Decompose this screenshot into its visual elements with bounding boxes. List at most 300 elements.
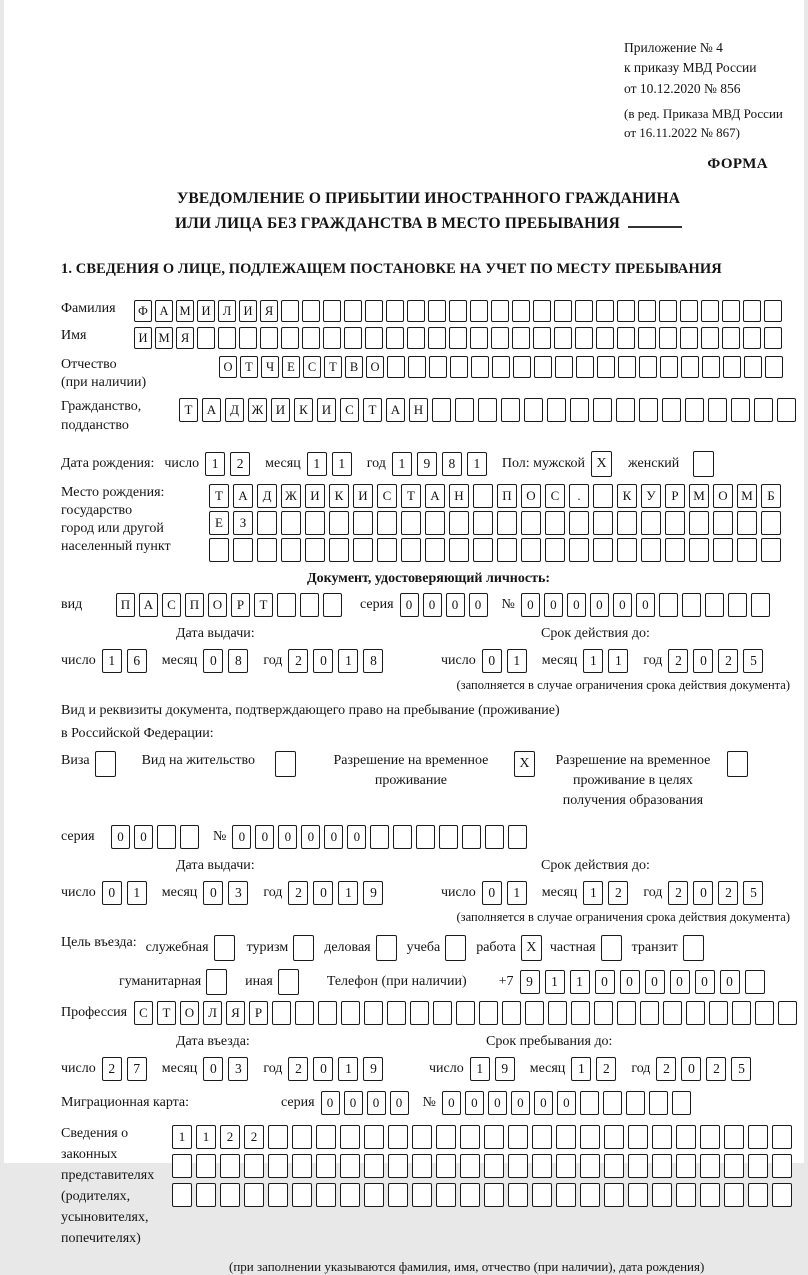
form-cell[interactable]: 0 <box>321 1091 340 1115</box>
form-cell[interactable]: О <box>208 593 227 617</box>
form-cell[interactable] <box>508 825 527 849</box>
form-cell[interactable]: 0 <box>203 649 223 673</box>
form-cell[interactable] <box>364 1154 384 1178</box>
form-cell[interactable] <box>365 327 383 349</box>
form-cell[interactable] <box>470 300 488 322</box>
form-cell[interactable]: Ж <box>281 484 301 508</box>
form-cell[interactable]: И <box>271 398 290 422</box>
form-cell[interactable] <box>593 511 613 535</box>
form-cell[interactable]: 1 <box>338 1057 358 1081</box>
form-cell[interactable]: П <box>497 484 517 508</box>
form-cell[interactable] <box>665 511 685 535</box>
form-cell[interactable]: 0 <box>590 593 609 617</box>
form-cell[interactable]: Т <box>157 1001 176 1025</box>
form-cell[interactable]: 3 <box>228 881 248 905</box>
form-cell[interactable] <box>722 327 740 349</box>
form-cell[interactable]: 0 <box>511 1091 530 1115</box>
form-cell[interactable]: О <box>713 484 733 508</box>
form-cell[interactable] <box>672 1091 691 1115</box>
form-cell[interactable] <box>676 1183 696 1207</box>
form-cell[interactable]: 0 <box>442 1091 461 1115</box>
form-cell[interactable] <box>300 593 319 617</box>
form-cell[interactable] <box>731 398 750 422</box>
form-cell[interactable]: А <box>233 484 253 508</box>
form-cell[interactable] <box>244 1154 264 1178</box>
form-cell[interactable] <box>569 511 589 535</box>
form-cell[interactable] <box>761 538 781 562</box>
form-cell[interactable] <box>295 1001 314 1025</box>
form-cell[interactable] <box>365 300 383 322</box>
form-cell[interactable]: 3 <box>228 1057 248 1081</box>
form-cell[interactable] <box>556 1183 576 1207</box>
form-cell[interactable]: 2 <box>718 649 738 673</box>
form-cell[interactable] <box>364 1125 384 1149</box>
form-cell[interactable]: У <box>641 484 661 508</box>
form-cell[interactable] <box>732 1001 751 1025</box>
form-cell[interactable]: X <box>521 935 542 961</box>
form-cell[interactable]: Е <box>282 356 300 378</box>
form-cell[interactable] <box>436 1154 456 1178</box>
form-cell[interactable]: Л <box>218 300 236 322</box>
form-cell[interactable] <box>492 356 510 378</box>
form-cell[interactable] <box>593 398 612 422</box>
form-cell[interactable] <box>604 1183 624 1207</box>
form-cell[interactable]: 1 <box>608 649 628 673</box>
form-cell[interactable] <box>545 511 565 535</box>
form-cell[interactable] <box>281 538 301 562</box>
form-cell[interactable] <box>737 511 757 535</box>
form-cell[interactable]: Т <box>324 356 342 378</box>
form-cell[interactable]: 8 <box>228 649 248 673</box>
form-cell[interactable] <box>436 1125 456 1149</box>
form-cell[interactable] <box>772 1125 792 1149</box>
form-cell[interactable] <box>626 1091 645 1115</box>
form-cell[interactable] <box>455 398 474 422</box>
form-cell[interactable] <box>196 1154 216 1178</box>
form-cell[interactable] <box>456 1001 475 1025</box>
form-cell[interactable] <box>484 1154 504 1178</box>
form-cell[interactable]: 5 <box>743 649 763 673</box>
form-cell[interactable] <box>353 538 373 562</box>
form-cell[interactable]: 9 <box>417 452 437 476</box>
form-cell[interactable] <box>316 1125 336 1149</box>
form-cell[interactable] <box>593 484 613 508</box>
form-cell[interactable]: 2 <box>220 1125 240 1149</box>
form-cell[interactable]: 2 <box>656 1057 676 1081</box>
form-cell[interactable] <box>628 1125 648 1149</box>
form-cell[interactable] <box>693 451 714 477</box>
form-cell[interactable] <box>316 1183 336 1207</box>
form-cell[interactable]: 0 <box>301 825 320 849</box>
form-cell[interactable] <box>364 1001 383 1025</box>
form-cell[interactable] <box>533 300 551 322</box>
form-cell[interactable]: И <box>305 484 325 508</box>
form-cell[interactable]: С <box>377 484 397 508</box>
form-cell[interactable]: 0 <box>693 649 713 673</box>
form-cell[interactable] <box>95 751 116 777</box>
form-cell[interactable] <box>292 1183 312 1207</box>
form-cell[interactable] <box>686 1001 705 1025</box>
form-cell[interactable] <box>491 327 509 349</box>
form-cell[interactable] <box>502 1001 521 1025</box>
form-cell[interactable]: 8 <box>442 452 462 476</box>
form-cell[interactable] <box>521 511 541 535</box>
form-cell[interactable]: М <box>176 300 194 322</box>
form-cell[interactable] <box>532 1183 552 1207</box>
form-cell[interactable] <box>702 356 720 378</box>
form-cell[interactable] <box>665 538 685 562</box>
form-cell[interactable]: 0 <box>347 825 366 849</box>
form-cell[interactable]: X <box>514 751 535 777</box>
form-cell[interactable] <box>680 300 698 322</box>
form-cell[interactable]: О <box>366 356 384 378</box>
form-cell[interactable] <box>663 1001 682 1025</box>
form-cell[interactable] <box>604 1154 624 1178</box>
form-cell[interactable] <box>547 398 566 422</box>
form-cell[interactable] <box>268 1154 288 1178</box>
form-cell[interactable] <box>323 300 341 322</box>
form-cell[interactable]: М <box>689 484 709 508</box>
form-cell[interactable]: 0 <box>313 649 333 673</box>
form-cell[interactable] <box>754 398 773 422</box>
form-cell[interactable]: Н <box>409 398 428 422</box>
form-cell[interactable] <box>260 327 278 349</box>
form-cell[interactable] <box>709 1001 728 1025</box>
form-cell[interactable] <box>220 1154 240 1178</box>
form-cell[interactable]: 0 <box>595 970 615 994</box>
form-cell[interactable] <box>412 1125 432 1149</box>
form-cell[interactable]: 1 <box>392 452 412 476</box>
form-cell[interactable] <box>521 538 541 562</box>
form-cell[interactable] <box>218 327 236 349</box>
form-cell[interactable]: М <box>737 484 757 508</box>
form-cell[interactable] <box>640 1001 659 1025</box>
form-cell[interactable] <box>617 511 637 535</box>
form-cell[interactable] <box>377 511 397 535</box>
form-cell[interactable]: 0 <box>488 1091 507 1115</box>
form-cell[interactable] <box>386 300 404 322</box>
form-cell[interactable]: А <box>139 593 158 617</box>
form-cell[interactable] <box>575 327 593 349</box>
form-cell[interactable] <box>449 327 467 349</box>
form-cell[interactable] <box>281 327 299 349</box>
form-cell[interactable]: А <box>155 300 173 322</box>
form-cell[interactable] <box>196 1183 216 1207</box>
form-cell[interactable]: 0 <box>423 593 442 617</box>
form-cell[interactable] <box>340 1154 360 1178</box>
form-cell[interactable] <box>364 1183 384 1207</box>
form-cell[interactable] <box>460 1125 480 1149</box>
form-cell[interactable] <box>428 300 446 322</box>
form-cell[interactable]: Я <box>176 327 194 349</box>
form-cell[interactable] <box>268 1183 288 1207</box>
form-cell[interactable]: Ч <box>261 356 279 378</box>
form-cell[interactable] <box>676 1125 696 1149</box>
form-cell[interactable] <box>652 1183 672 1207</box>
form-cell[interactable]: 1 <box>545 970 565 994</box>
form-cell[interactable] <box>513 356 531 378</box>
form-cell[interactable] <box>524 398 543 422</box>
form-cell[interactable] <box>701 300 719 322</box>
form-cell[interactable] <box>233 538 253 562</box>
form-cell[interactable]: 0 <box>567 593 586 617</box>
form-cell[interactable] <box>772 1154 792 1178</box>
form-cell[interactable]: 9 <box>520 970 540 994</box>
form-cell[interactable] <box>662 398 681 422</box>
form-cell[interactable]: Я <box>260 300 278 322</box>
form-cell[interactable]: 5 <box>731 1057 751 1081</box>
form-cell[interactable] <box>393 825 412 849</box>
form-cell[interactable] <box>545 538 565 562</box>
form-cell[interactable] <box>388 1183 408 1207</box>
form-cell[interactable]: 2 <box>706 1057 726 1081</box>
form-cell[interactable] <box>649 1091 668 1115</box>
form-cell[interactable] <box>761 511 781 535</box>
form-cell[interactable] <box>556 1154 576 1178</box>
form-cell[interactable]: 1 <box>583 881 603 905</box>
form-cell[interactable] <box>428 327 446 349</box>
form-cell[interactable] <box>737 538 757 562</box>
form-cell[interactable]: К <box>617 484 637 508</box>
form-cell[interactable]: 1 <box>470 1057 490 1081</box>
form-cell[interactable] <box>401 511 421 535</box>
form-cell[interactable] <box>617 300 635 322</box>
form-cell[interactable]: П <box>185 593 204 617</box>
form-cell[interactable]: 1 <box>507 649 527 673</box>
form-cell[interactable]: 0 <box>720 970 740 994</box>
form-cell[interactable]: 1 <box>307 452 327 476</box>
form-cell[interactable]: Д <box>225 398 244 422</box>
form-cell[interactable]: 0 <box>469 593 488 617</box>
form-cell[interactable] <box>425 511 445 535</box>
form-cell[interactable] <box>429 356 447 378</box>
form-cell[interactable]: Б <box>761 484 781 508</box>
form-cell[interactable] <box>239 327 257 349</box>
form-cell[interactable] <box>533 327 551 349</box>
form-cell[interactable] <box>220 1183 240 1207</box>
form-cell[interactable] <box>532 1154 552 1178</box>
form-cell[interactable]: 0 <box>203 1057 223 1081</box>
form-cell[interactable]: 0 <box>620 970 640 994</box>
form-cell[interactable] <box>281 300 299 322</box>
form-cell[interactable] <box>575 300 593 322</box>
form-cell[interactable]: И <box>134 327 152 349</box>
form-cell[interactable]: А <box>202 398 221 422</box>
form-cell[interactable] <box>748 1125 768 1149</box>
form-cell[interactable] <box>778 1001 797 1025</box>
form-cell[interactable]: Я <box>226 1001 245 1025</box>
form-cell[interactable] <box>376 935 397 961</box>
form-cell[interactable] <box>555 356 573 378</box>
form-cell[interactable]: 6 <box>127 649 147 673</box>
form-cell[interactable]: 0 <box>324 825 343 849</box>
form-cell[interactable]: 5 <box>743 881 763 905</box>
form-cell[interactable]: 1 <box>338 649 358 673</box>
form-cell[interactable]: 9 <box>495 1057 515 1081</box>
form-cell[interactable] <box>532 1125 552 1149</box>
form-cell[interactable] <box>680 327 698 349</box>
form-cell[interactable] <box>340 1183 360 1207</box>
form-cell[interactable]: 0 <box>102 881 122 905</box>
form-cell[interactable]: Р <box>231 593 250 617</box>
form-cell[interactable] <box>292 1154 312 1178</box>
form-cell[interactable] <box>525 1001 544 1025</box>
form-cell[interactable] <box>197 327 215 349</box>
form-cell[interactable] <box>685 398 704 422</box>
form-cell[interactable]: И <box>197 300 215 322</box>
form-cell[interactable]: 0 <box>521 593 540 617</box>
form-cell[interactable] <box>641 511 661 535</box>
form-cell[interactable]: 1 <box>332 452 352 476</box>
form-cell[interactable] <box>743 300 761 322</box>
form-cell[interactable]: 0 <box>400 593 419 617</box>
form-cell[interactable]: 1 <box>570 970 590 994</box>
form-cell[interactable]: 7 <box>127 1057 147 1081</box>
form-cell[interactable]: Л <box>203 1001 222 1025</box>
form-cell[interactable] <box>172 1183 192 1207</box>
form-cell[interactable] <box>676 1154 696 1178</box>
form-cell[interactable] <box>689 538 709 562</box>
form-cell[interactable]: 1 <box>467 452 487 476</box>
form-cell[interactable] <box>329 511 349 535</box>
form-cell[interactable] <box>638 300 656 322</box>
form-cell[interactable] <box>570 398 589 422</box>
form-cell[interactable] <box>412 1183 432 1207</box>
form-cell[interactable] <box>713 511 733 535</box>
form-cell[interactable]: Ф <box>134 300 152 322</box>
form-cell[interactable] <box>318 1001 337 1025</box>
form-cell[interactable]: 1 <box>172 1125 192 1149</box>
form-cell[interactable] <box>473 484 493 508</box>
form-cell[interactable]: О <box>180 1001 199 1025</box>
form-cell[interactable] <box>618 356 636 378</box>
form-cell[interactable]: 0 <box>693 881 713 905</box>
form-cell[interactable] <box>497 538 517 562</box>
form-cell[interactable] <box>580 1154 600 1178</box>
form-cell[interactable]: 2 <box>608 881 628 905</box>
form-cell[interactable] <box>386 327 404 349</box>
form-cell[interactable] <box>617 327 635 349</box>
form-cell[interactable] <box>508 1154 528 1178</box>
form-cell[interactable] <box>508 1125 528 1149</box>
form-cell[interactable] <box>556 1125 576 1149</box>
form-cell[interactable]: 0 <box>557 1091 576 1115</box>
form-cell[interactable]: 2 <box>288 1057 308 1081</box>
form-cell[interactable]: М <box>155 327 173 349</box>
form-cell[interactable]: 2 <box>230 452 250 476</box>
form-cell[interactable] <box>209 538 229 562</box>
form-cell[interactable]: 0 <box>534 1091 553 1115</box>
form-cell[interactable]: Р <box>249 1001 268 1025</box>
form-cell[interactable] <box>460 1183 480 1207</box>
form-cell[interactable] <box>508 1183 528 1207</box>
form-cell[interactable] <box>281 511 301 535</box>
form-cell[interactable] <box>172 1154 192 1178</box>
form-cell[interactable] <box>292 1125 312 1149</box>
form-cell[interactable] <box>433 1001 452 1025</box>
form-cell[interactable] <box>639 398 658 422</box>
form-cell[interactable] <box>652 1154 672 1178</box>
form-cell[interactable] <box>554 300 572 322</box>
form-cell[interactable] <box>764 327 782 349</box>
form-cell[interactable]: Т <box>209 484 229 508</box>
form-cell[interactable] <box>305 511 325 535</box>
form-cell[interactable] <box>180 825 199 849</box>
form-cell[interactable] <box>745 970 765 994</box>
form-cell[interactable] <box>641 538 661 562</box>
form-cell[interactable] <box>681 356 699 378</box>
form-cell[interactable] <box>722 300 740 322</box>
form-cell[interactable] <box>323 593 342 617</box>
form-cell[interactable] <box>596 327 614 349</box>
form-cell[interactable] <box>689 511 709 535</box>
form-cell[interactable]: К <box>294 398 313 422</box>
form-cell[interactable] <box>705 593 724 617</box>
form-cell[interactable] <box>484 1183 504 1207</box>
form-cell[interactable] <box>268 1125 288 1149</box>
form-cell[interactable] <box>659 300 677 322</box>
form-cell[interactable]: Н <box>449 484 469 508</box>
form-cell[interactable] <box>377 538 397 562</box>
form-cell[interactable] <box>724 1183 744 1207</box>
form-cell[interactable] <box>660 356 678 378</box>
form-cell[interactable]: 2 <box>718 881 738 905</box>
form-cell[interactable] <box>724 1125 744 1149</box>
form-cell[interactable] <box>277 593 296 617</box>
form-cell[interactable]: С <box>162 593 181 617</box>
form-cell[interactable] <box>449 300 467 322</box>
form-cell[interactable] <box>723 356 741 378</box>
form-cell[interactable]: 0 <box>390 1091 409 1115</box>
form-cell[interactable] <box>157 825 176 849</box>
form-cell[interactable] <box>305 538 325 562</box>
form-cell[interactable]: 0 <box>695 970 715 994</box>
form-cell[interactable] <box>580 1125 600 1149</box>
form-cell[interactable] <box>497 511 517 535</box>
form-cell[interactable] <box>772 1183 792 1207</box>
form-cell[interactable]: С <box>134 1001 153 1025</box>
form-cell[interactable] <box>548 1001 567 1025</box>
form-cell[interactable] <box>616 398 635 422</box>
form-cell[interactable] <box>462 825 481 849</box>
form-cell[interactable]: Т <box>179 398 198 422</box>
form-cell[interactable] <box>484 1125 504 1149</box>
form-cell[interactable] <box>278 969 299 995</box>
form-cell[interactable] <box>700 1154 720 1178</box>
form-cell[interactable]: 1 <box>571 1057 591 1081</box>
form-cell[interactable] <box>639 356 657 378</box>
form-cell[interactable]: Р <box>665 484 685 508</box>
form-cell[interactable]: И <box>239 300 257 322</box>
form-cell[interactable]: 0 <box>232 825 251 849</box>
form-cell[interactable] <box>652 1125 672 1149</box>
form-cell[interactable]: И <box>353 484 373 508</box>
form-cell[interactable] <box>594 1001 613 1025</box>
form-cell[interactable] <box>512 300 530 322</box>
form-cell[interactable] <box>416 825 435 849</box>
form-cell[interactable]: А <box>386 398 405 422</box>
form-cell[interactable] <box>659 327 677 349</box>
form-cell[interactable]: 0 <box>482 649 502 673</box>
form-cell[interactable]: 0 <box>367 1091 386 1115</box>
form-cell[interactable]: 0 <box>645 970 665 994</box>
form-cell[interactable] <box>450 356 468 378</box>
form-cell[interactable] <box>554 327 572 349</box>
form-cell[interactable] <box>755 1001 774 1025</box>
form-cell[interactable]: X <box>591 451 612 477</box>
form-cell[interactable] <box>432 398 451 422</box>
form-cell[interactable] <box>728 593 747 617</box>
